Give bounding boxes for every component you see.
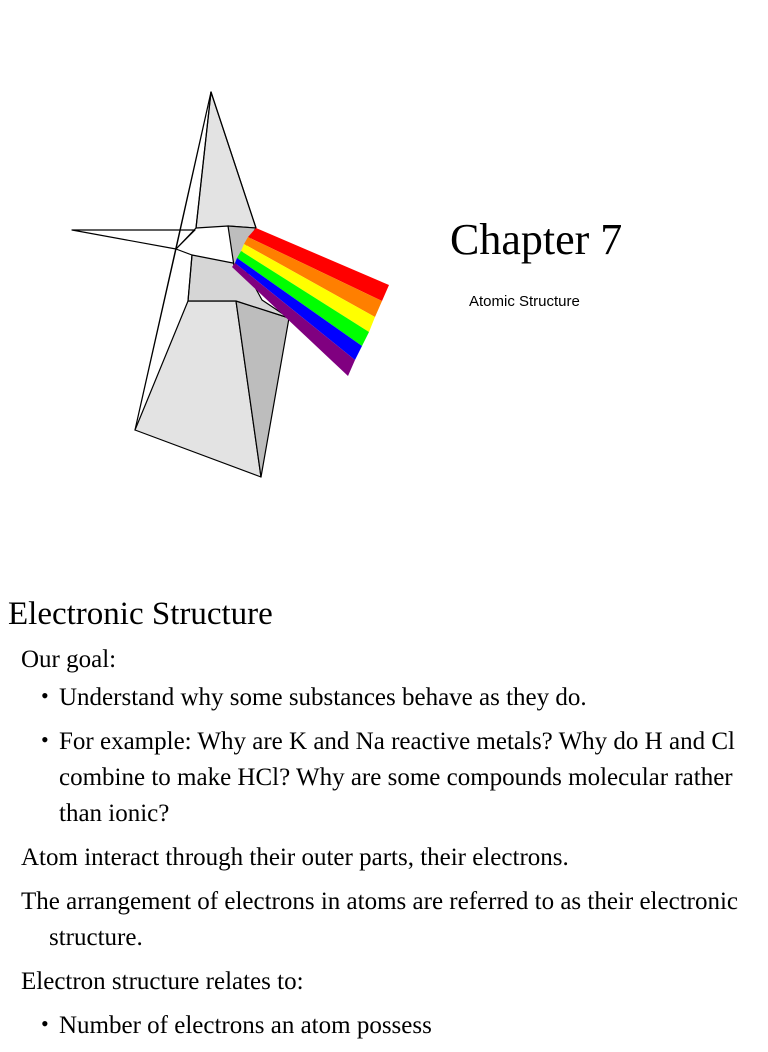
slide-title: Electronic Structure bbox=[8, 596, 273, 632]
body-line: The arrangement of electrons in atoms are referred to as their electronic structure. bbox=[21, 888, 739, 951]
bullet-item bbox=[41, 680, 768, 716]
chapter-title: Chapter 7 bbox=[450, 215, 623, 264]
bullet-item bbox=[41, 1008, 768, 1044]
goal-label: Our goal: bbox=[21, 646, 117, 673]
prism-face-upper bbox=[196, 92, 256, 228]
bullet-item bbox=[41, 724, 768, 832]
prism-rainbow-icon bbox=[0, 0, 430, 500]
bullet-text: Understand why some substances behave as they do. bbox=[59, 684, 587, 711]
bullet-icon: • bbox=[41, 1011, 49, 1036]
bullet-text: For example: Why are K and Na reactive metals? Why do H and Cl combine to make HCl? Why are some compounds molecular rather than ionic? bbox=[59, 728, 735, 827]
content-slide bbox=[0, 560, 768, 1039]
bullet-text: Number of electrons an atom possess bbox=[59, 1012, 432, 1039]
bullet-icon: • bbox=[41, 683, 49, 708]
chapter-subtitle: Atomic Structure bbox=[469, 293, 580, 310]
slide-body bbox=[0, 642, 768, 1052]
bullet-icon: • bbox=[41, 727, 49, 752]
body-line: Electron structure relates to: bbox=[21, 968, 304, 995]
body-line: Atom interact through their outer parts, their electrons. bbox=[21, 844, 569, 871]
